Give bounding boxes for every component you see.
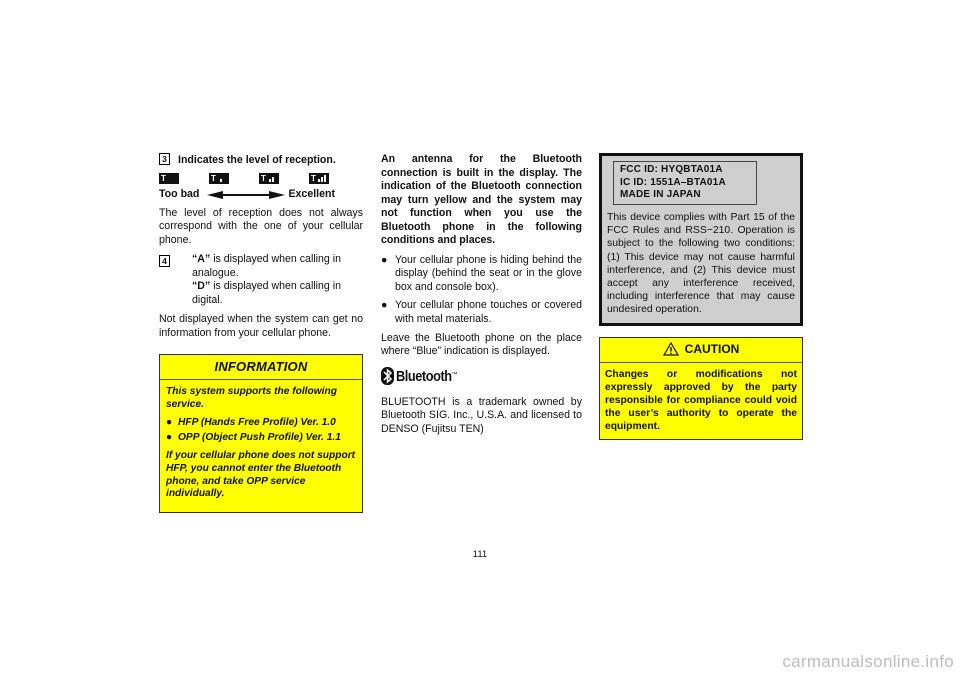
bluetooth-rune-icon [381,367,394,385]
information-bullet: ● HFP (Hands Free Profile) Ver. 1.0 [166,416,336,428]
made-in: MADE IN JAPAN [620,189,701,201]
scale-too-bad: Too bad [159,187,200,200]
caution-text: Changes or modifications not expressly approved by the party responsible for compliance could void the user’s authority to operate the equipment. [605,369,797,433]
reception-note: The level of reception does not always correspond with the one of your cellular phone. [159,206,363,246]
digital-text: is displayed when calling in digital. [192,280,341,306]
right-column [599,153,803,440]
bullet-icon: ● [166,432,173,444]
middle-column [381,153,582,442]
information-outro: If your cellular phone does not support HFP, you cannot enter the Bluetooth phone, and take OPP service individually. [166,450,356,500]
ic-id: IC ID: 1551A–BTA01A [620,176,726,188]
item-3-text: Indicates the level of reception. [178,154,336,166]
trademark-symbol: ™ [451,372,458,379]
signal-level-1-icon: T [209,173,229,184]
caution-box [599,337,803,441]
item-number-3: 3 [159,153,170,165]
antenna-lead: An antenna for the Bluetooth connection is built in the display. The indication of the Bluetooth connection may turn yellow and the system may not function when you use the Bluetooth phone in the following conditions and places. [381,153,582,247]
condition-bullet: ● Your cellular phone touches or covered with metal materials. [381,299,582,326]
bluetooth-logo [381,367,582,386]
analogue-text: is displayed when calling in analogue. [192,253,341,279]
scale-excellent: Excellent [288,187,335,200]
information-intro: This system supports the following service. [166,386,337,410]
condition-bullet: ● Your cellular phone is hiding behind the display (behind the seat or in the glove box and console box). [381,253,582,293]
information-bullet: ● OPP (Object Push Profile) Ver. 1.1 [166,432,341,444]
digital-quote: “D” [192,280,211,293]
caution-title: CAUTION [684,341,740,356]
fcc-box [599,153,803,326]
reception-scale [159,188,363,202]
caution-header [600,338,802,363]
information-title: INFORMATION [160,355,362,380]
watermark: carmanualsonline.info [782,652,954,671]
fcc-id-box [613,161,757,205]
bluetooth-wordmark: Bluetooth [396,367,452,385]
bullet-icon: ● [381,299,388,312]
analogue-quote: “A” [192,253,211,266]
signal-level-2-icon: T [259,173,279,184]
trademark-note: BLUETOOTH is a trademark owned by Bluetooth SIG. Inc., U.S.A. and licensed to DENSO (Fujitsu TEN) [381,395,582,435]
double-arrow-icon [207,189,285,201]
fcc-id: FCC ID: HYQBTA01A [620,164,723,175]
left-column [159,153,363,513]
item-3-heading [159,153,363,168]
leave-phone-note: Leave the Bluetooth phone on the place where “Blue” indication is displayed. [381,331,582,358]
signal-level-0-icon: T [159,173,179,184]
item-4 [159,253,363,307]
information-box [159,354,363,513]
signal-level-3-icon: T [309,173,329,184]
item-number-4: 4 [159,255,170,267]
bullet-icon: ● [166,416,173,428]
page-number: 111 [472,549,488,560]
warning-triangle-icon [663,342,679,356]
signal-level-icons [159,173,363,185]
bullet-icon: ● [381,253,388,266]
not-displayed-note: Not displayed when the system can get no information from your cellular phone. [159,313,363,339]
fcc-statement: This device complies with Part 15 of the FCC Rules and RSS−210. Operation is subject to the following two conditions: (1) This device may not cause harmful interference, and (2) This device must accept any interference received, including interference that may cause undesired operation. [607,212,795,316]
